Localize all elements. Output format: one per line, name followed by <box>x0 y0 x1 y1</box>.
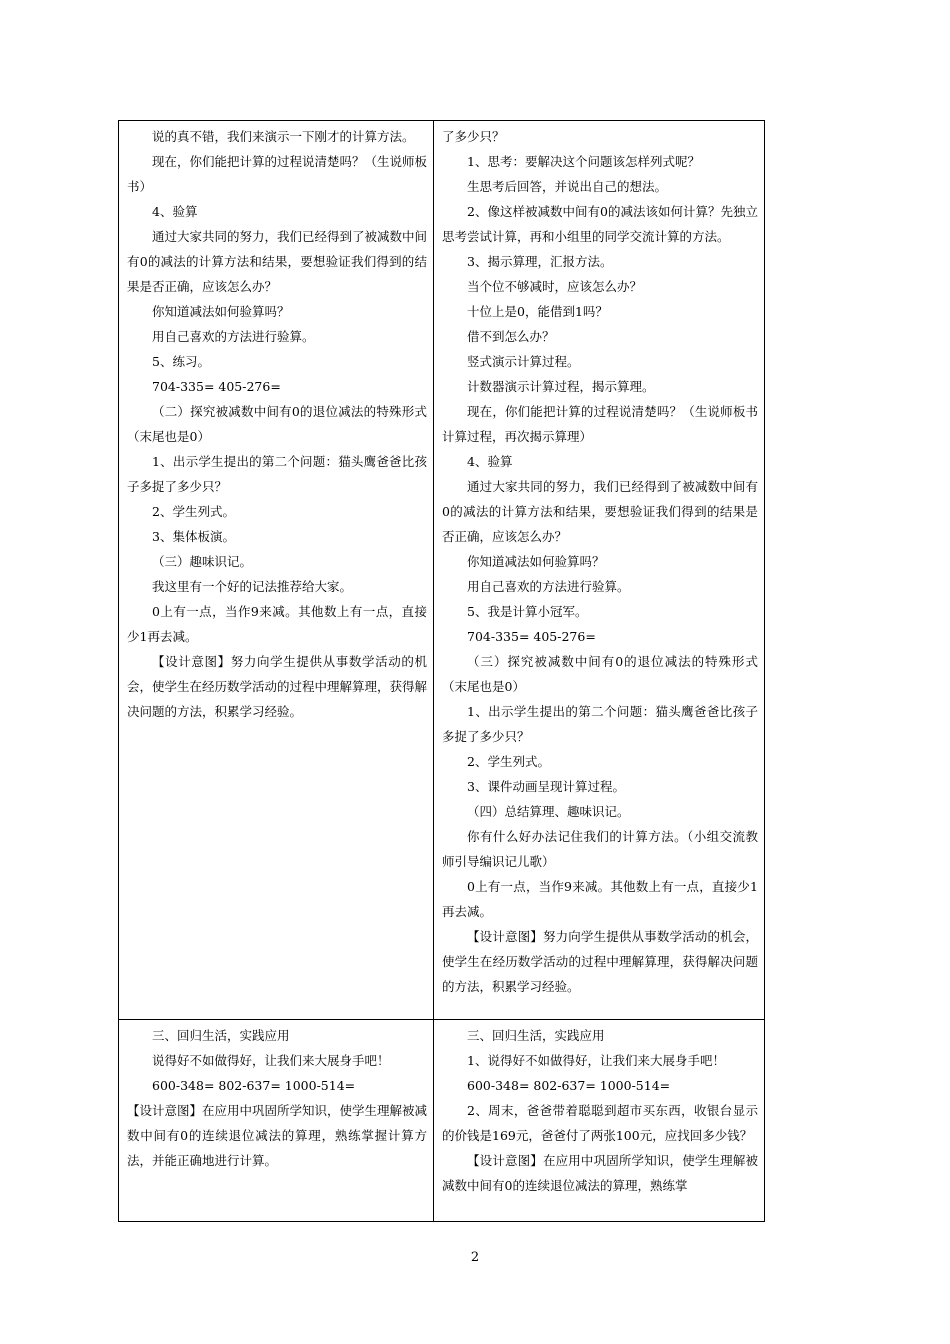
paragraph: 你知道减法如何验算吗？ <box>467 554 605 569</box>
paragraph: 【设计意图】在应用中巩固所学知识，使学生理解被减数中间有0的连续退位减法的算理，熟练掌 <box>442 1153 758 1193</box>
paragraph: 4、验算 <box>152 204 198 219</box>
right-column-cell <box>434 1020 765 1222</box>
lesson-plan-table <box>118 120 765 1222</box>
paragraph: 说得好不如做得好，让我们来大展身手吧！ <box>152 1053 390 1068</box>
paragraph: 1、说得好不如做得好，让我们来大展身手吧！ <box>467 1053 725 1068</box>
paragraph: 0上有一点，当作9来减。其他数上有一点，直接少1再去减。 <box>442 879 758 919</box>
paragraph: 【设计意图】努力向学生提供从事数学活动的机会，使学生在经历数学活动的过程中理解算理，获得解决问题的方法，积累学习经验。 <box>127 654 428 719</box>
paragraph: 1、出示学生提出的第二个问题：猫头鹰爸爸比孩子多捉了多少只？ <box>127 454 427 494</box>
paragraph: 600-348= 802-637= 1000-514= <box>467 1078 671 1093</box>
paragraph: 现在，你们能把计算的过程说清楚吗？（生说师板书计算过程，再次揭示算理） <box>442 404 758 444</box>
paragraph: 704-335= 405-276= <box>152 379 281 394</box>
paragraph: 现在，你们能把计算的过程说清楚吗？（生说师板书） <box>127 154 428 194</box>
paragraph: 通过大家共同的努力，我们已经得到了被减数中间有0的减法的计算方法和结果，要想验证我们得到的结果是否正确，应该怎么办？ <box>442 479 758 544</box>
paragraph: （三）趣味识记。 <box>152 554 253 569</box>
left-bottom-content <box>127 1023 427 1173</box>
paragraph: 三、回归生活，实践应用 <box>467 1028 605 1043</box>
paragraph: 用自己喜欢的方法进行验算。 <box>152 329 315 344</box>
paragraph: 【设计意图】努力向学生提供从事数学活动的机会，使学生在经历数学活动的过程中理解算理，获得解决问题的方法，积累学习经验。 <box>442 929 758 994</box>
paragraph: 3、揭示算理，汇报方法。 <box>467 254 613 269</box>
paragraph: 十位上是0，能借到1吗？ <box>467 304 608 319</box>
right-top-content <box>442 124 758 999</box>
paragraph: （二）探究被减数中间有0的退位减法的特殊形式（末尾也是0） <box>127 404 427 444</box>
right-column-cell <box>434 121 765 1020</box>
paragraph: 生思考后回答，并说出自己的想法。 <box>467 179 668 194</box>
paragraph: 704-335= 405-276= <box>467 629 596 644</box>
paragraph: 3、课件动画呈现计算过程。 <box>467 779 625 794</box>
paragraph: 4、验算 <box>467 454 513 469</box>
paragraph: 2、周末，爸爸带着聪聪到超市买东西，收银台显示的价钱是169元，爸爸付了两张100元，应找回多少钱？ <box>442 1103 758 1143</box>
paragraph: （四）总结算理、趣味识记。 <box>467 804 630 819</box>
paragraph: 计数器演示计算过程，揭示算理。 <box>467 379 655 394</box>
paragraph: 【设计意图】在应用中巩固所学知识，使学生理解被减数中间有0的连续退位减法的算理，熟练掌握计算方法，并能正确地进行计算。 <box>127 1103 428 1168</box>
paragraph: 2、学生列式。 <box>467 754 550 769</box>
paragraph: （三）探究被减数中间有0的退位减法的特殊形式（末尾也是0） <box>442 654 758 694</box>
right-bottom-content <box>442 1023 758 1198</box>
paragraph: 我这里有一个好的记法推荐给大家。 <box>152 579 353 594</box>
paragraph: 了多少只？ <box>442 129 505 144</box>
paragraph: 1、思考：要解决这个问题该怎样列式呢？ <box>467 154 700 169</box>
left-top-content <box>127 124 427 724</box>
paragraph: 借不到怎么办？ <box>467 329 555 344</box>
paragraph: 说的真不错，我们来演示一下刚才的计算方法。 <box>152 129 415 144</box>
table-row <box>119 1020 765 1222</box>
paragraph: 2、学生列式。 <box>152 504 235 519</box>
paragraph: 0上有一点，当作9来减。其他数上有一点，直接少1再去减。 <box>127 604 427 644</box>
left-column-cell <box>119 1020 434 1222</box>
paragraph: 5、练习。 <box>152 354 210 369</box>
paragraph: 1、出示学生提出的第二个问题：猫头鹰爸爸比孩子多捉了多少只？ <box>442 704 758 744</box>
paragraph: 你有什么好办法记住我们的计算方法。（小组交流教师引导编识记儿歌） <box>442 829 758 869</box>
paragraph: 600-348= 802-637= 1000-514= <box>152 1078 356 1093</box>
paragraph: 3、集体板演。 <box>152 529 235 544</box>
paragraph: 你知道减法如何验算吗？ <box>152 304 290 319</box>
paragraph: 2、像这样被减数中间有0的减法该如何计算？先独立思考尝试计算，再和小组里的同学交流计算的方法。 <box>442 204 758 244</box>
paragraph: 三、回归生活，实践应用 <box>152 1028 290 1043</box>
left-column-cell <box>119 121 434 1020</box>
table-row <box>119 121 765 1020</box>
page-number: 2 <box>470 1250 480 1265</box>
paragraph: 用自己喜欢的方法进行验算。 <box>467 579 630 594</box>
paragraph: 5、我是计算小冠军。 <box>467 604 588 619</box>
paragraph: 当个位不够减时，应该怎么办？ <box>467 279 643 294</box>
paragraph: 竖式演示计算过程。 <box>467 354 580 369</box>
paragraph: 通过大家共同的努力，我们已经得到了被减数中间有0的减法的计算方法和结果，要想验证我们得到的结果是否正确，应该怎么办？ <box>127 229 428 294</box>
